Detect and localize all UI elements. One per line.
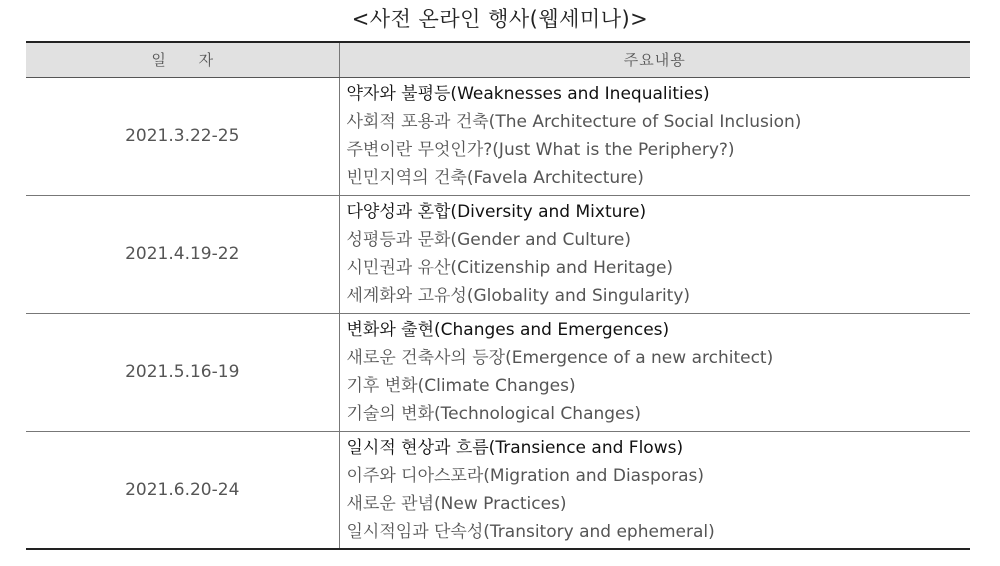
session-theme: 약자와 불평등(Weaknesses and Inequalities) xyxy=(346,84,710,104)
session-topic: 사회적 포용과 건축(The Architecture of Social Inclusion) xyxy=(346,112,802,132)
event-date: 2021.3.22-25 xyxy=(26,77,339,195)
content-column-header: 주요내용 xyxy=(339,42,970,77)
table-row xyxy=(26,77,970,195)
session-theme: 일시적 현상과 흐름(Transience and Flows) xyxy=(346,437,684,458)
session-topic: 새로운 건축사의 등장(Emergence of a new architect) xyxy=(346,348,774,368)
table-row xyxy=(26,431,970,549)
session-topic: 새로운 관념(New Practices) xyxy=(346,493,567,514)
date-column-header: 일 자 xyxy=(26,42,339,77)
document-title: <사전 온라인 행사(웹세미나)> xyxy=(351,7,649,31)
table-row xyxy=(26,313,970,431)
event-content xyxy=(339,313,970,431)
event-content xyxy=(339,195,970,313)
session-topic: 이주와 디아스포라(Migration and Diasporas) xyxy=(346,465,705,486)
table-header xyxy=(26,42,970,77)
session-theme: 다양성과 혼합(Diversity and Mixture) xyxy=(346,202,647,222)
session-theme: 변화와 출현(Changes and Emergences) xyxy=(346,320,670,340)
event-schedule-table xyxy=(26,41,970,550)
session-topic: 빈민지역의 건축(Favela Architecture) xyxy=(346,168,644,188)
event-content xyxy=(339,431,970,549)
session-topic: 세계화와 고유성(Globality and Singularity) xyxy=(346,286,691,306)
session-topic: 기술의 변화(Technological Changes) xyxy=(346,404,642,424)
event-content xyxy=(339,77,970,195)
session-topic: 일시적임과 단속성(Transitory and ephemeral) xyxy=(346,521,715,542)
table-row xyxy=(26,195,970,313)
event-date: 2021.6.20-24 xyxy=(26,431,339,549)
session-topic: 성평등과 문화(Gender and Culture) xyxy=(346,230,632,250)
event-date: 2021.4.19-22 xyxy=(26,195,339,313)
session-topic: 시민권과 유산(Citizenship and Heritage) xyxy=(346,258,674,278)
header-row xyxy=(26,42,970,77)
session-topic: 기후 변화(Climate Changes) xyxy=(346,376,576,396)
session-topic: 주변이란 무엇인가?(Just What is the Periphery?) xyxy=(346,140,735,160)
event-date: 2021.5.16-19 xyxy=(26,313,339,431)
